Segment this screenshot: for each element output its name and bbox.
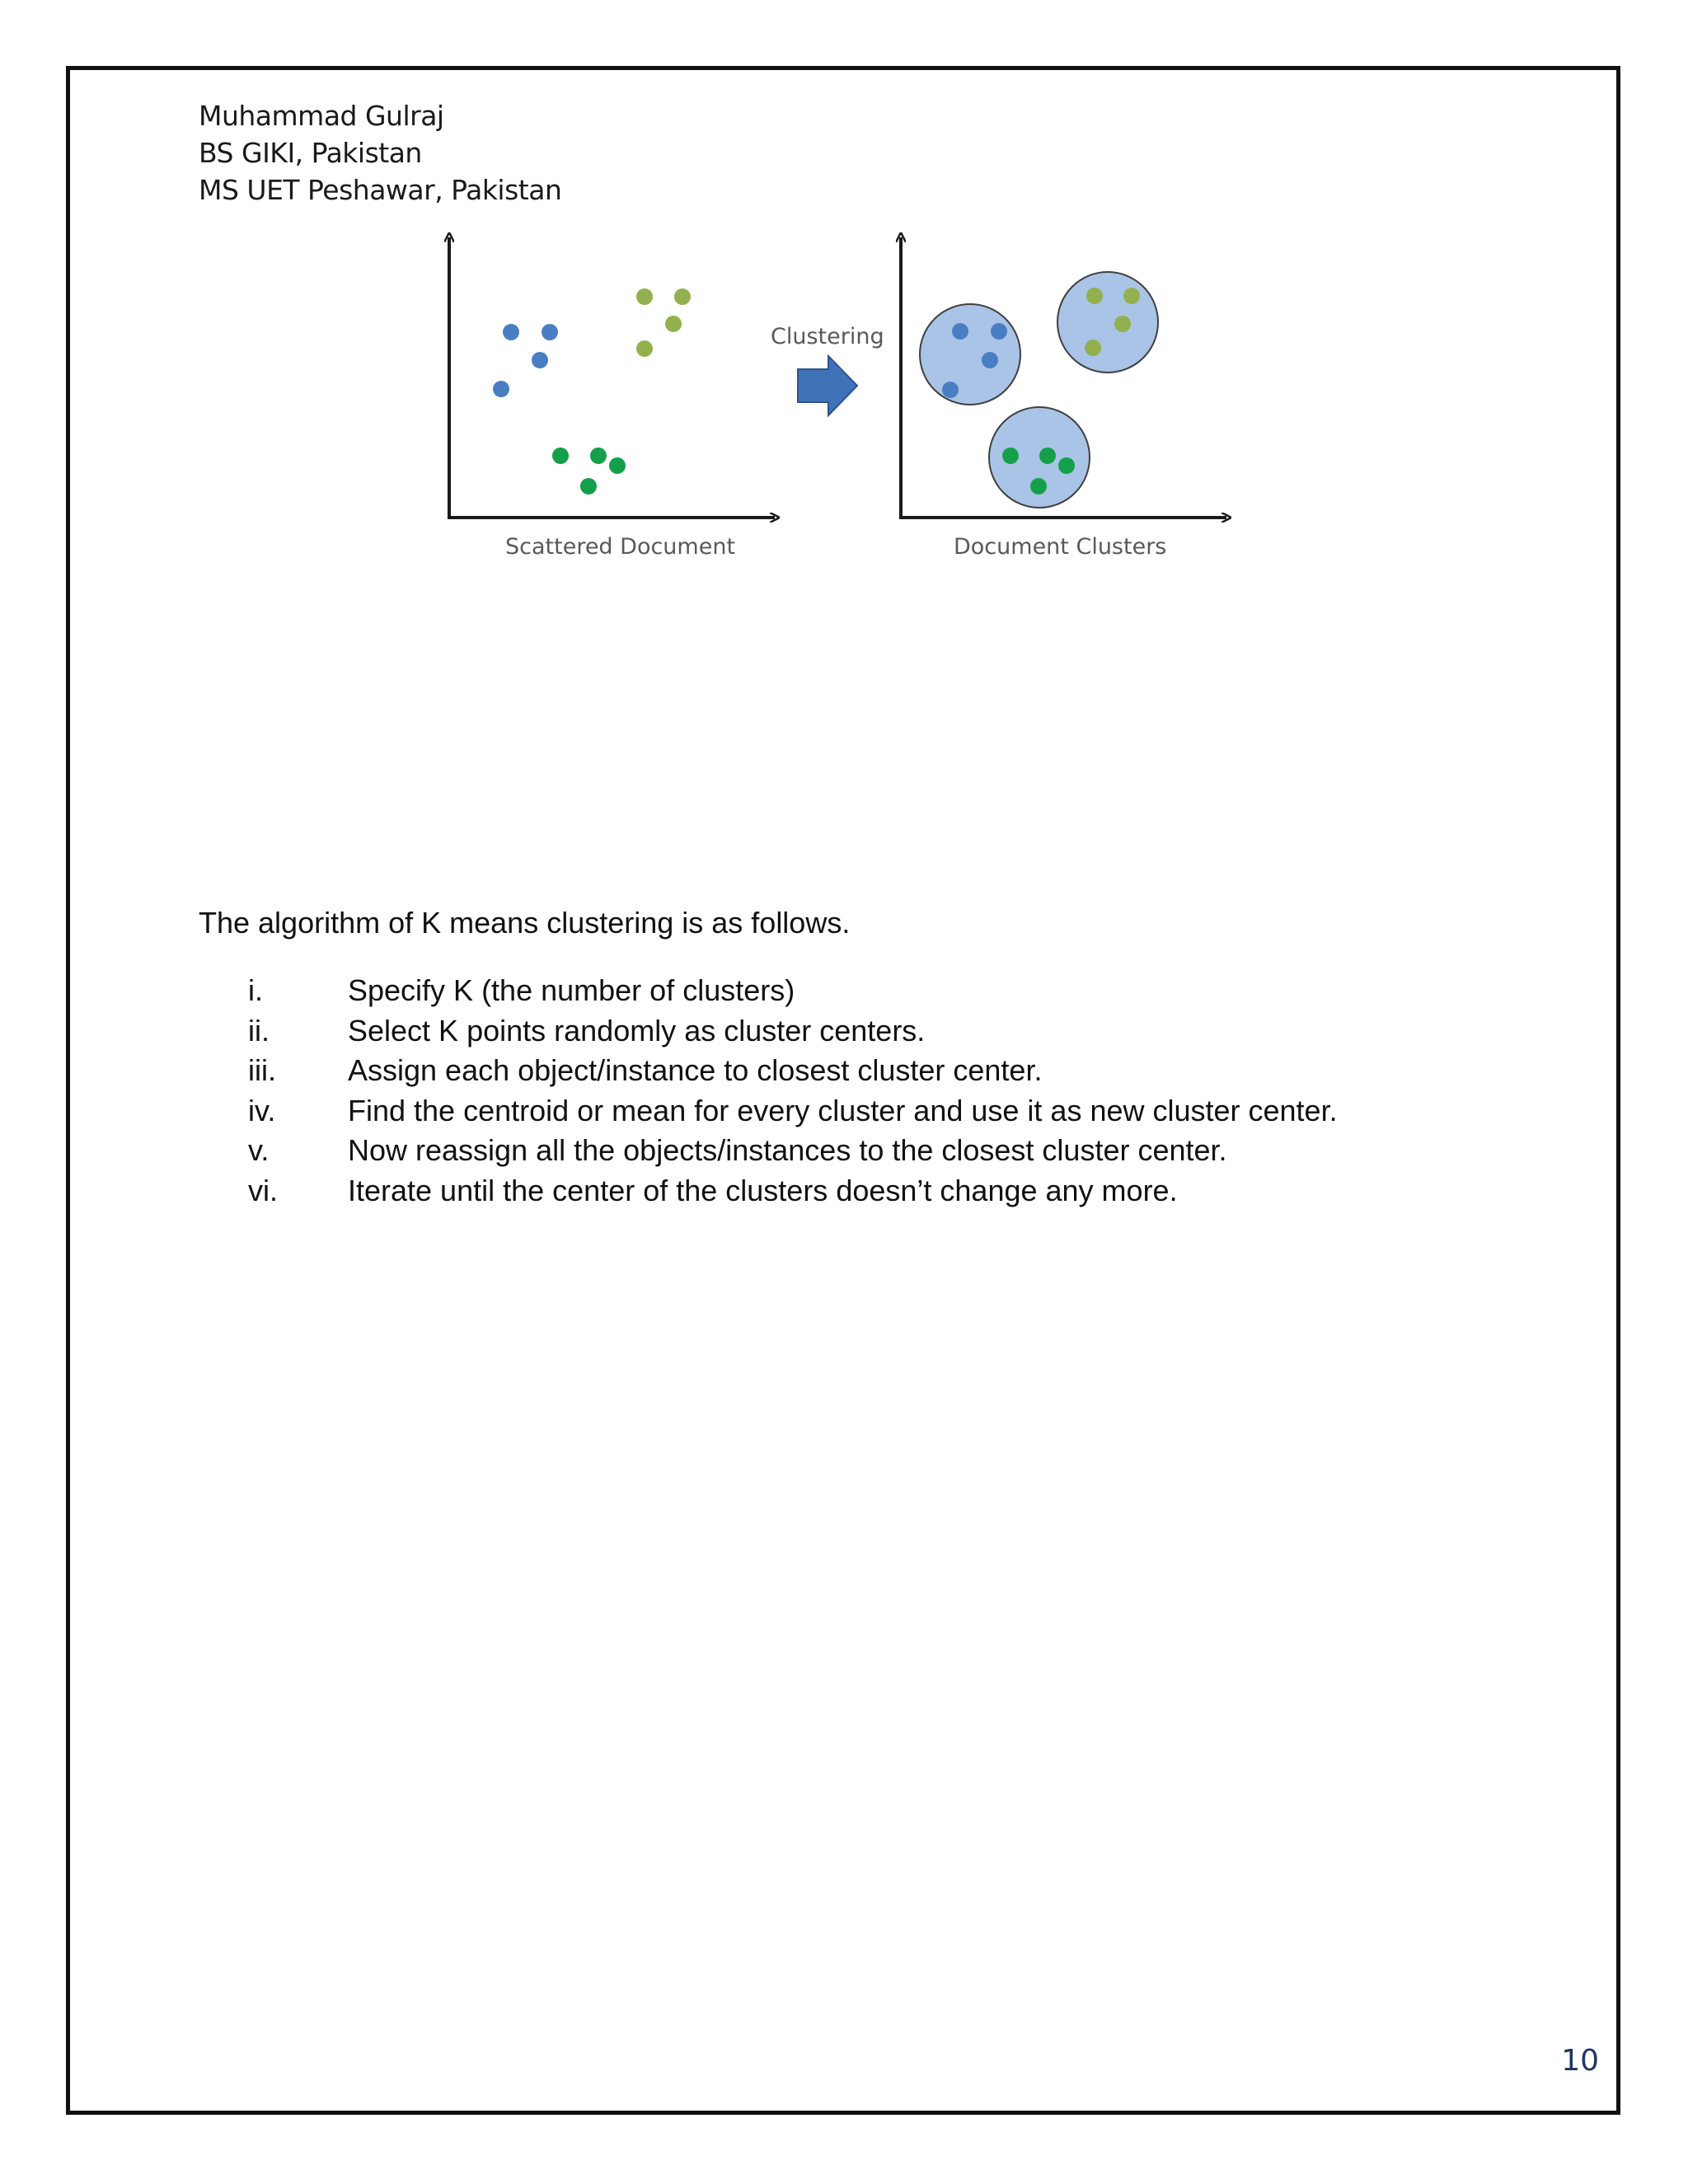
list-item — [0, 1131, 1688, 1171]
cluster-circle — [920, 304, 1020, 405]
data-point — [532, 352, 548, 368]
data-point — [503, 324, 519, 340]
right-panel-label: Document Clusters — [954, 534, 1167, 560]
step-text: Now reassign all the objects/instances to the closest cluster center. — [348, 1133, 1227, 1168]
step-text: Assign each object/instance to closest cluster center. — [348, 1053, 1043, 1088]
clustering-figure-svg — [412, 223, 1245, 585]
clustering-arrow-icon — [798, 356, 857, 415]
left-blue-points — [493, 324, 558, 397]
data-point — [665, 316, 682, 332]
data-point — [982, 352, 998, 368]
data-point — [991, 323, 1007, 340]
data-point — [552, 448, 569, 464]
list-item — [0, 1091, 1688, 1132]
step-number: iii. — [248, 1053, 276, 1088]
cluster-green — [989, 407, 1090, 508]
list-item — [0, 1011, 1688, 1052]
data-point — [1030, 478, 1047, 494]
data-point — [580, 478, 597, 494]
author-bs-degree: BS GIKI, Pakistan — [199, 137, 422, 169]
data-point — [1058, 457, 1075, 474]
step-number: i. — [248, 973, 263, 1007]
author-ms-degree: MS UET Peshawar, Pakistan — [199, 174, 562, 206]
data-point — [1114, 316, 1131, 332]
data-point — [636, 288, 653, 305]
data-point — [590, 448, 607, 464]
cluster-circle — [1057, 272, 1158, 373]
page-number: 10 — [1561, 2044, 1599, 2078]
list-item — [0, 1051, 1688, 1091]
step-text: Specify K (the number of clusters) — [348, 973, 795, 1007]
list-item — [0, 971, 1688, 1011]
step-number: v. — [248, 1133, 270, 1168]
data-point — [952, 323, 968, 340]
author-name: Muhammad Gulraj — [199, 100, 444, 132]
left-light-green-points — [636, 288, 691, 357]
data-point — [609, 457, 626, 474]
left-green-points — [552, 448, 626, 494]
step-text: Find the centroid or mean for every cluster and use it as new cluster center. — [348, 1093, 1338, 1127]
cluster-blue — [920, 304, 1020, 405]
author-header — [199, 97, 561, 209]
data-point — [542, 324, 558, 340]
clustering-label: Clustering — [771, 324, 884, 349]
data-point — [674, 288, 691, 305]
data-point — [942, 382, 959, 398]
cluster-light-green — [1057, 272, 1158, 373]
data-point — [636, 340, 653, 357]
data-point — [1086, 288, 1103, 304]
algorithm-steps-list — [0, 971, 1688, 1212]
data-point — [1002, 448, 1019, 464]
list-item — [0, 1171, 1688, 1212]
algorithm-intro: The algorithm of K means clustering is as follows. — [199, 906, 851, 940]
data-point — [1085, 340, 1101, 356]
data-point — [1039, 448, 1056, 464]
step-number: vi. — [248, 1173, 278, 1207]
step-text: Select K points randomly as cluster centers. — [348, 1013, 926, 1047]
step-number: ii. — [248, 1013, 270, 1047]
step-number: iv. — [248, 1093, 276, 1127]
data-point — [1123, 288, 1140, 304]
data-point — [493, 381, 509, 397]
clustering-figure — [412, 223, 1245, 585]
step-text: Iterate until the center of the clusters doesn’t change any more. — [348, 1173, 1178, 1207]
left-panel-label: Scattered Document — [505, 534, 736, 560]
